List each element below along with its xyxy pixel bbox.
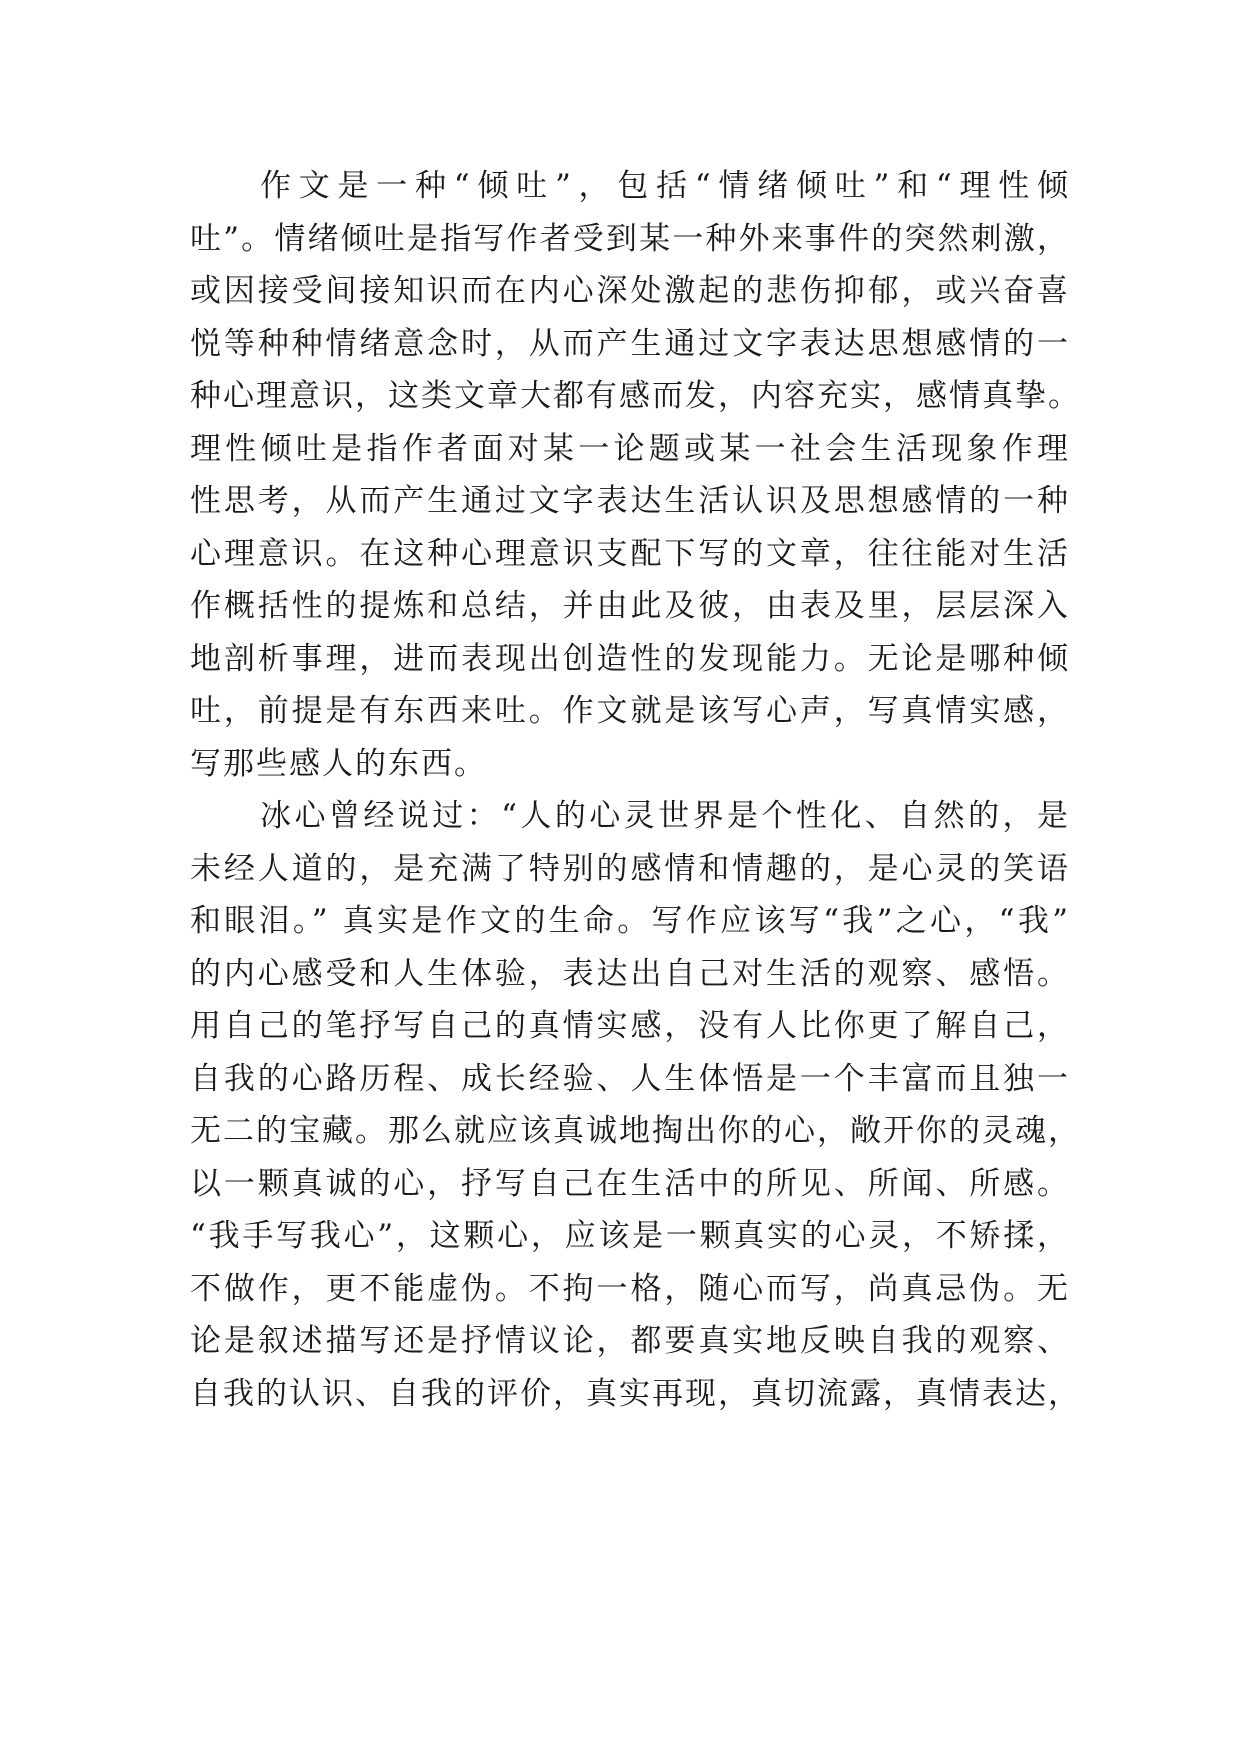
text-line: 理性倾吐是指作者面对某一论题或某一社会生活现象作理: [190, 430, 1070, 467]
text-line: 种心理意识，这类文章大都有感而发，内容充实，感情真挚。: [190, 378, 1081, 414]
text-line: 地剖析事理，进而表现出创造性的发现能力。无论是哪种倾: [190, 640, 1070, 677]
text-line: 悦等种种情绪意念时，从而产生通过文字表达思想感情的一: [190, 325, 1070, 362]
text-line: “我手写我心”，这颗心，应该是一颗真实的心灵，不矫揉，: [190, 1218, 1070, 1254]
text-line: 或因接受间接知识而在内心深处激起的悲伤抑郁，或兴奋喜: [190, 273, 1070, 309]
text-line: 论是叙述描写还是抒情议论，都要真实地反映自我的观察、: [190, 1323, 1070, 1359]
text-line: 不做作，更不能虚伪。不拘一格，随心而写，尚真忌伪。无: [190, 1270, 1070, 1307]
text-line: 自我的认识、自我的评价，真实再现，真切流露，真情表达，: [190, 1375, 1081, 1412]
text-line: 和眼泪。” 真实是作文的生命。写作应该写“我”之心，“我”: [190, 903, 1070, 939]
text-line: 用自己的笔抒写自己的真情实感，没有人比你更了解自己，: [190, 1008, 1070, 1044]
paragraph-2: [190, 790, 1081, 1420]
text-line: 作文是一种“倾吐”，包括“情绪倾吐”和“理性倾: [260, 168, 1070, 204]
body-text: [190, 160, 1081, 1420]
paragraph-1: [190, 160, 1081, 790]
text-line: 未经人道的，是充满了特别的感情和情趣的，是心灵的笑语: [190, 850, 1070, 887]
text-line: 的内心感受和人生体验，表达出自己对生活的观察、感悟。: [190, 955, 1070, 992]
text-line: 作概括性的提炼和总结，并由此及彼，由表及里，层层深入: [190, 588, 1070, 624]
text-line: 吐”。情绪倾吐是指写作者受到某一种外来事件的突然刺激，: [190, 220, 1070, 257]
text-line: 无二的宝藏。那么就应该真诚地掏出你的心，敞开你的灵魂，: [190, 1113, 1081, 1149]
text-line: 以一颗真诚的心，抒写自己在生活中的所见、所闻、所感。: [190, 1165, 1070, 1202]
text-line: 心理意识。在这种心理意识支配下写的文章，往往能对生活: [190, 535, 1070, 572]
text-line: 性思考，从而产生通过文字表达生活认识及思想感情的一种: [190, 483, 1070, 519]
text-line: 写那些感人的东西。: [190, 745, 487, 782]
text-line: 自我的心路历程、成长经验、人生体悟是一个丰富而且独一: [190, 1060, 1070, 1097]
text-line: 吐，前提是有东西来吐。作文就是该写心声，写真情实感，: [190, 693, 1070, 729]
text-line: 冰心曾经说过：“人的心灵世界是个性化、自然的，是: [260, 798, 1070, 834]
